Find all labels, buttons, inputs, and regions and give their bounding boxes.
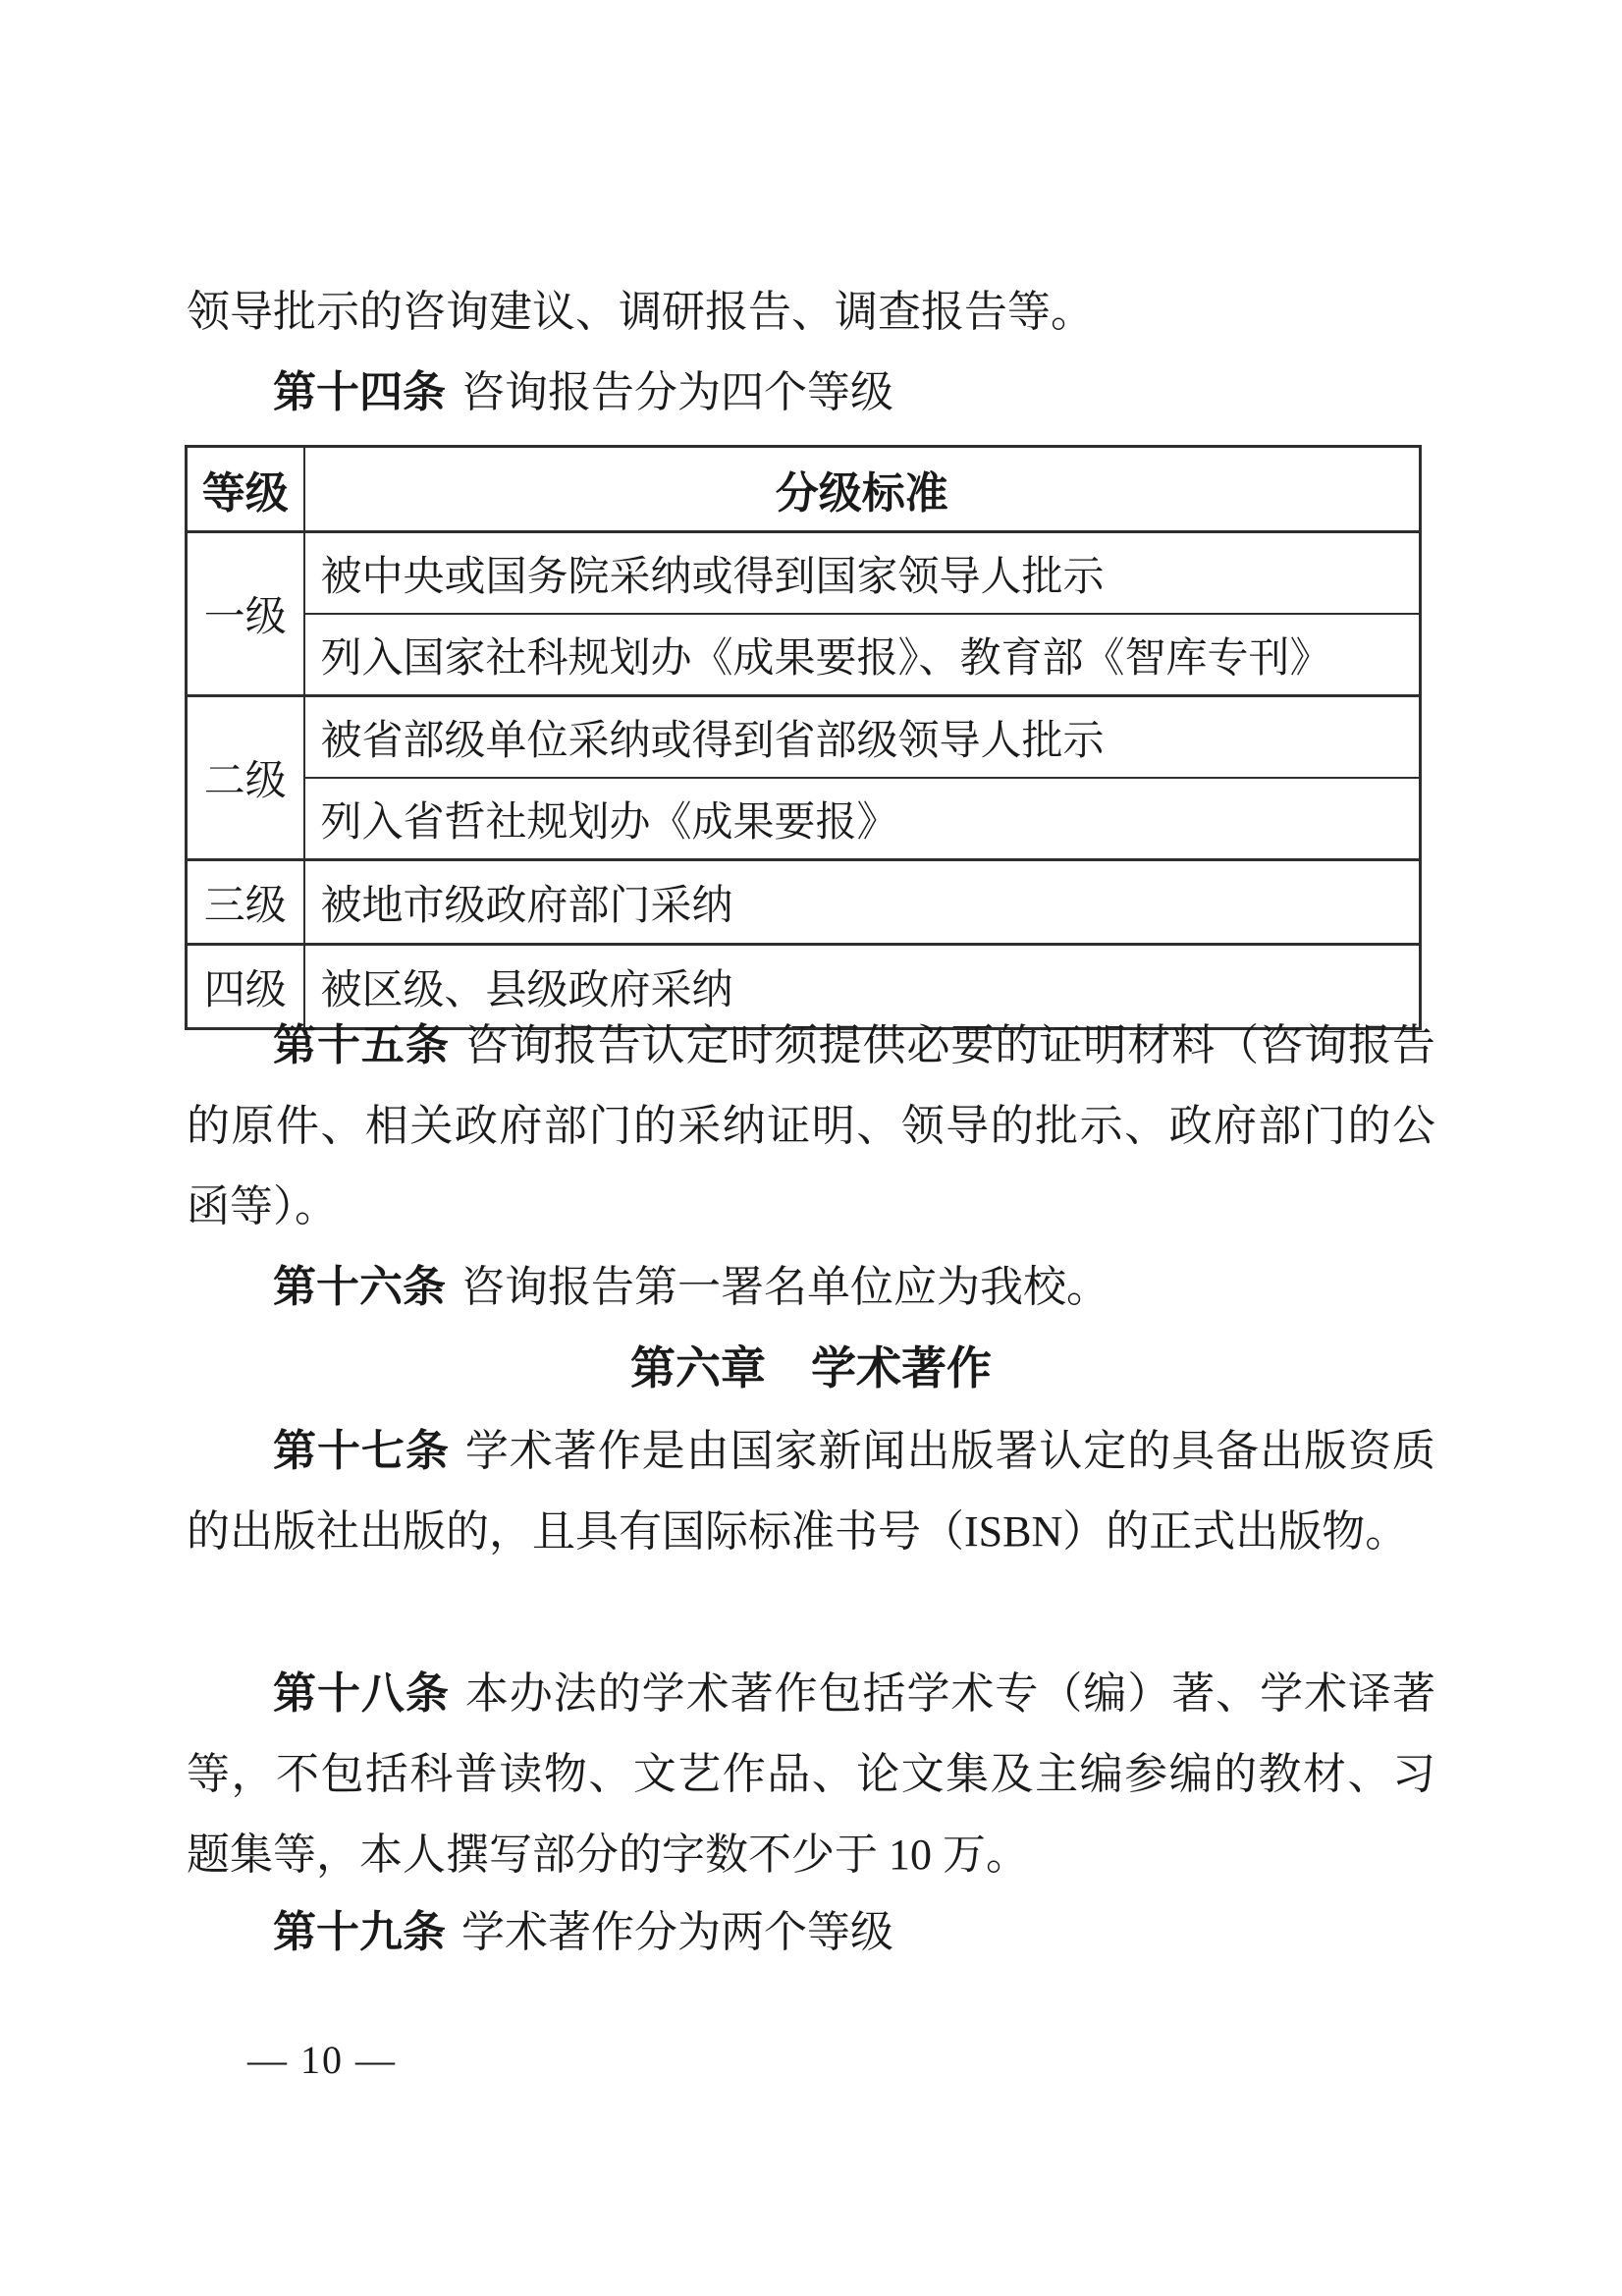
table-cell-criteria: 被中央或国务院采纳或得到国家领导人批示	[304, 532, 1421, 615]
paragraph-text: 学术著作是由国家新闻出版署认定的具备出版资质的出版社出版的，且具有国际标准书号（ISBN）的正式出版物。	[187, 1427, 1436, 1556]
article-14-paragraph	[187, 353, 1435, 433]
table-row	[187, 778, 1421, 860]
paragraph-text: 领导批示的咨询建议、调研报告、调查报告等。	[187, 288, 1094, 336]
article-19-paragraph	[187, 1892, 1435, 1973]
table-cell-criteria: 列入国家社科规划办《成果要报》、教育部《智库专刊》	[304, 614, 1421, 696]
table-cell-level-1: 一级	[187, 532, 304, 696]
page-number: — 10 —	[247, 2038, 397, 2082]
consulting-report-grading-table	[185, 445, 1422, 1030]
table-header-row	[187, 447, 1421, 532]
article-19-label: 第十九条	[273, 1908, 446, 1956]
article-14-label: 第十四条	[273, 368, 446, 416]
table-row	[187, 696, 1421, 779]
chapter-6-heading: 第六章 学术著作	[630, 1342, 992, 1394]
table-cell-criteria: 被区级、县级政府采纳	[304, 945, 1421, 1029]
paragraph-text: 学术著作分为两个等级	[461, 1908, 893, 1956]
article-17-label: 第十七条	[273, 1427, 450, 1475]
paragraph-text: 咨询报告分为四个等级	[461, 368, 893, 416]
article-15-label: 第十五条	[273, 1021, 450, 1069]
article-16-paragraph	[187, 1247, 1435, 1328]
article-18-label: 第十八条	[273, 1669, 450, 1718]
table-cell-level-4: 四级	[187, 945, 304, 1029]
article-18-paragraph	[187, 1654, 1435, 1895]
paragraph-text: 本办法的学术著作包括学术专（编）著、学术译著等，不包括科普读物、文艺作品、论文集及主编参编的教材、习题集等，本人撰写部分的字数不少于 10 万。	[187, 1669, 1436, 1879]
paragraph-text: 咨询报告认定时须提供必要的证明材料（咨询报告的原件、相关政府部门的采纳证明、领导的批示、政府部门的公函等）。	[187, 1021, 1436, 1230]
table-cell-level-2: 二级	[187, 696, 304, 860]
article-15-paragraph	[187, 1006, 1435, 1247]
article-16-label: 第十六条	[273, 1263, 446, 1311]
table-cell-criteria: 列入省哲社规划办《成果要报》	[304, 778, 1421, 860]
table-cell-criteria: 被省部级单位采纳或得到省部级领导人批示	[304, 696, 1421, 779]
table-cell-level-3: 三级	[187, 860, 304, 945]
table-row	[187, 532, 1421, 615]
table-row	[187, 614, 1421, 696]
table-row	[187, 860, 1421, 945]
table-cell-criteria: 被地市级政府部门采纳	[304, 860, 1421, 945]
article-17-paragraph	[187, 1411, 1435, 1572]
table-header-level: 等级	[187, 447, 304, 532]
paragraph-text: 咨询报告第一署名单位应为我校。	[461, 1263, 1109, 1311]
paragraph-continuation	[187, 272, 1435, 353]
table-header-criteria: 分级标准	[304, 447, 1421, 532]
